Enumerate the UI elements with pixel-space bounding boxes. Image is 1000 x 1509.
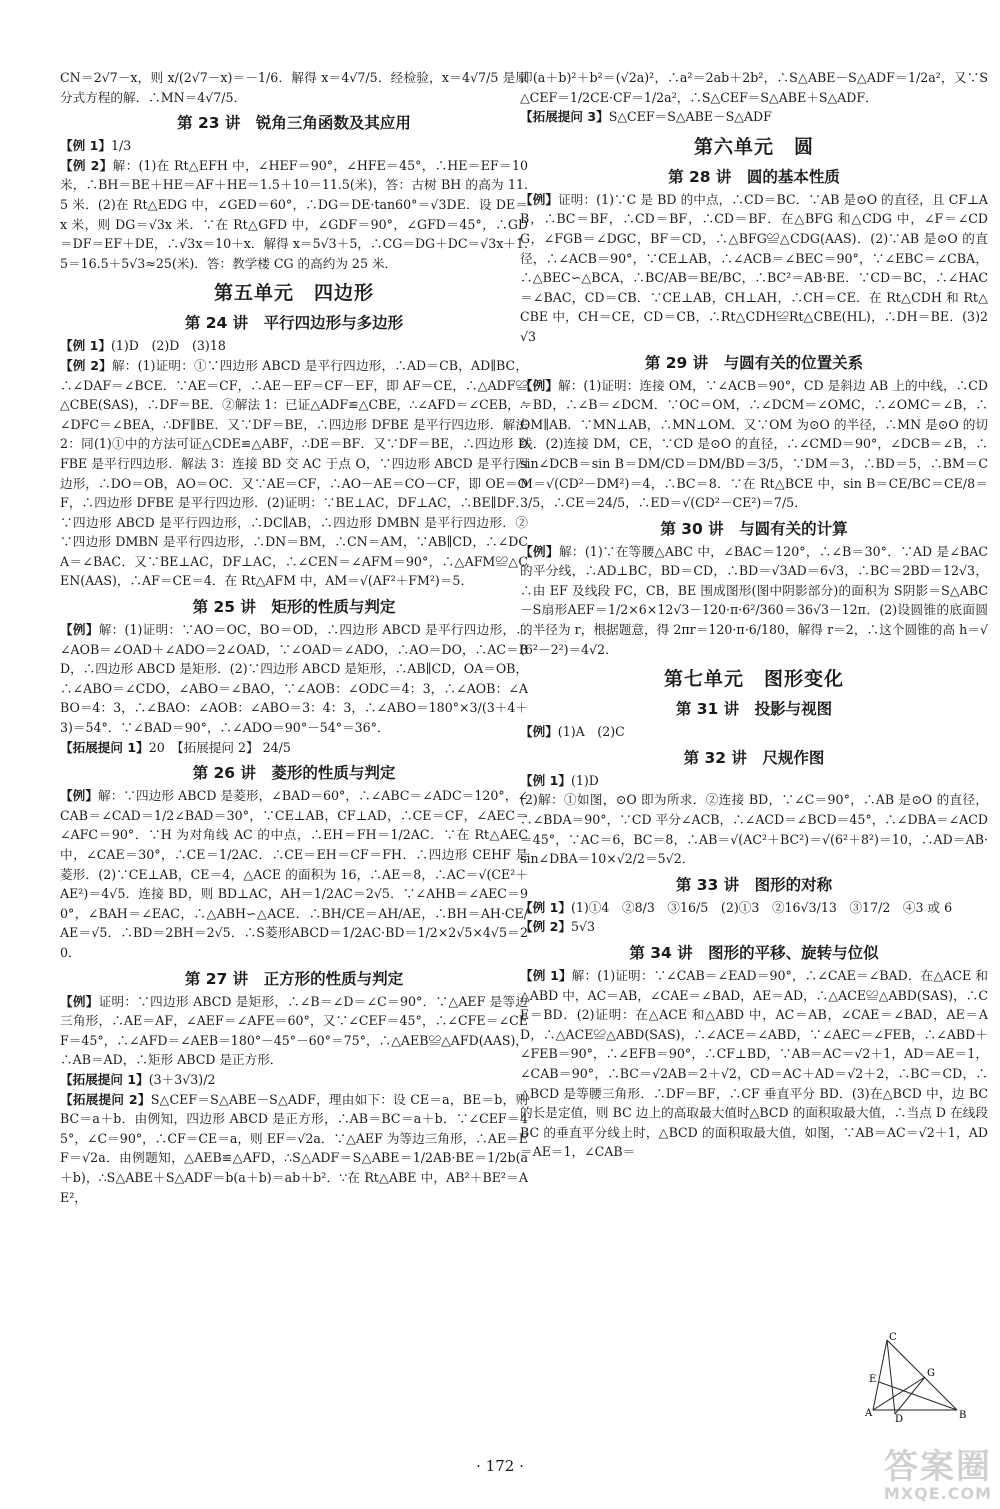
answer-text: 证明：(1)∵C 是 BD 的中点，∴CD＝BC．∵AB 是⊙O 的直径，且 CF⊥AB，∴BC＝BF，∴CD＝BF，∴CD＝BF．在△BFG 和△CDG 中，∠F＝∠CDG，∠FGB＝∠DGC，BF＝CD，∴△BFG≌△CDG(AAS)．(2)∵AB 是⊙O 的直径，∴∠ACB＝90°，∵CE⊥AB，∴∠ACB＝∠BEC＝90°，∵∠EBC＝∠CBA，∴△BEC∽△BCA，∴BC/AB＝BE/BC，∴BC²＝AB·BE．∵CD＝BC，∴∠HAC＝∠BAC，CD＝CB．∵CE⊥AB，CH⊥AH，∴CH＝CE．在 Rt△CDH 和 Rt△CBE 中，CH＝CE，CD＝CB，∴Rt△CDH≌Rt△CBE(HL)，∴DH＝BE．(3)2√3 [520, 191, 989, 344]
lecture-heading: 第 34 讲 图形的平移、旋转与位似 [629, 944, 879, 962]
figure-label-e: E [869, 1374, 877, 1385]
answer-item [520, 917, 988, 937]
answer-item [60, 356, 528, 591]
answer-text: 解：(1)∵在等腰△ABC 中，∠BAC＝120°，∴∠B＝30°．∵AD 是∠BAC 的平分线，∴AD⊥BC，BD＝CD，∴BD＝√3AD＝6√3，∴BC＝2BD＝12√3，∴由 EF 及线段 FC，CB，BE 围成图形(图中阴影部分)的面积为 S阴影＝S△ABC－S扇形AEF＝1/2×6×12√3－120·π·6²/360＝36√3－12π．(2)设圆锥的底面圆的半径为 r，根据题意，得 2πr＝120·π·6/180，解得 r＝2，∴这个圆锥的高 h＝√(6²－2²)＝4√2． [520, 543, 989, 657]
answer-item [520, 722, 988, 742]
answer-text: (2)解：①如图，⊙O 即为所求．②连接 BD，∵∠C＝90°，∴AB 是⊙O 的直径，∴∠BDA＝90°，∵CD 平分∠ACB，∴∠ACD＝∠BCD＝45°，∴∠DBA＝∠ACD＝45°，∵AC＝6，BC＝8，∴AB＝√(AC²＋BC²)＝√(6²＋8²)＝10，∴AD＝AB·sin∠DBA＝10×√2/2＝5√2． [520, 792, 988, 867]
answer-item [60, 1070, 528, 1090]
lecture-heading: 第 26 讲 菱形的性质与判定 [192, 764, 396, 783]
unit-heading: 第六单元 圆 [693, 135, 814, 158]
example-label: 【拓展提问 3】 [520, 109, 609, 125]
answer-item [520, 898, 988, 918]
lecture-heading: 第 33 讲 图形的对称 [675, 875, 833, 894]
answer-item [60, 1090, 528, 1208]
answer-item [60, 992, 528, 1070]
answer-paragraph [520, 790, 988, 868]
answer-item [60, 738, 528, 758]
answer-item [60, 156, 528, 274]
lecture-heading: 第 28 讲 圆的基本性质 [668, 167, 840, 186]
lecture-heading: 第 27 讲 正方形的性质与判定 [184, 969, 404, 988]
example-label: 【例】 [60, 788, 99, 804]
answer-text: 解：∵四边形 ABCD 是菱形，∠BAD＝60°，∴∠ABC＝∠ADC＝120°，∠CAB＝∠CAD＝1/2∠BAD＝30°，∵CE⊥AB，CF⊥AD，∴CE＝CF，∠AEC＝∠AFC＝90°．∵H 为对角线 AC 的中点，∴EH＝FH＝1/2AC．∵在 Rt△AEC 中，∠CAE＝30°，∴CE＝1/2AC．∴CE＝EH＝CF＝FH．∴四边形 CEHF 是菱形．(2)∵CE⊥AB，CE＝4，△ACE 的面积为 16，∴AE＝8，∴AC＝√(CE²＋AE²)＝4√5．连接 BD，则 BD⊥AC，AH＝1/2AC＝2√5．∵∠AHB＝∠AEC＝90°，∠BAH＝∠EAC，∴△ABH∽△ACE．∴BH/CE＝AH/AE，∴BH＝AH·CE/AE＝√5．∴BD＝2BH＝2√5．∴S菱形ABCD＝1/2AC·BD＝1/2×2√5×4√5＝20． [60, 788, 529, 960]
example-label: 【例 2】 [60, 157, 113, 173]
example-label: 【例】 [520, 543, 559, 559]
answer-text: 5√3 [570, 919, 595, 935]
lecture-heading: 第 29 讲 与圆有关的位置关系 [644, 353, 864, 372]
answer-text: (1)D (2)D (3)18 [110, 338, 226, 354]
watermark-url: MXQE.COM [883, 1484, 992, 1503]
example-label: 【例 1】 [60, 338, 111, 354]
answer-item [60, 136, 528, 156]
answer-text: (3＋3√3)/2 [148, 1071, 216, 1087]
lecture-heading: 第 31 讲 投影与视图 [675, 700, 833, 719]
answer-text: S△CEF＝S△ABE－S△ADF [608, 109, 772, 125]
example-label: 【例 1】 [520, 772, 571, 788]
example-label: 【例】 [520, 724, 558, 740]
answer-item [520, 107, 988, 127]
figure-label-b: B [959, 1410, 967, 1421]
answer-text: 1/3 [110, 138, 132, 154]
answer-text: 20 【拓展提问 2】 24/5 [148, 739, 291, 755]
answer-paragraph [520, 68, 988, 107]
answer-item [60, 786, 528, 962]
answer-item [520, 966, 988, 1162]
answer-paragraph [60, 68, 528, 107]
example-label: 【例 2】 [520, 919, 571, 935]
unit-heading: 第五单元 四边形 [213, 282, 374, 305]
answer-text: (1)D [570, 772, 599, 788]
figure-label-d: D [895, 1414, 904, 1422]
answer-text: 解：(1)证明：①∵四边形 ABCD 是平行四边形，∴AD＝CB，AD∥BC，∴∠DAF＝∠BCE．∵AE＝CF，∴AE－EF＝CF－EF，即 AF＝CE，∴△ADF≌△CBE(SAS)，∴DF＝BE．②解法 1：已证△ADF≌△CBE，∴∠AFD＝∠CEB，∴∠DFC＝∠BEA，∴DF∥BE．又∵DF＝BE，∴四边形 DFBE 是平行四边形．解法 2：同(1)①中的方法可证△CDE≌△ABF，∴DE＝BF．又∵DF＝BE，∴四边形 DFBE 是平行四边形．解法 3：连接 BD 交 AC 于点 O，∵四边形 ABCD 是平行四边形，∴DO＝OB，AO＝OC．又∵AE＝CF，∴AO－AE＝CO－CF，即 OE＝OF，∴四边形 DFBE 是平行四边形．(2)证明：∵BE⊥AC，DF⊥AC，∴BE∥DF．∵四边形 ABCD 是平行四边形，∴DC∥AB，∴四边形 DMBN 是平行四边形．②∵四边形 DMBN 是平行四边形，∴DN＝BM，∴CN＝AM，∵AB∥CD，∴∠DCA＝∠BAC．又∵BE⊥AC，DF⊥AC，∴∠CEN＝∠AFM＝90°，∴△AFM≌△CEN(AAS)，∴AF＝CE＝4．在 Rt△AFM 中，AM＝√(AF²＋FM²)＝5． [60, 357, 528, 589]
example-label: 【拓展提问 1】 [60, 739, 149, 755]
lecture-heading: 第 23 讲 锐角三角函数及其应用 [177, 114, 411, 133]
watermark-logo-text: 答案圈 [884, 1447, 992, 1487]
figure-label-g: G [927, 1368, 935, 1379]
example-label: 【拓展提问 2】 [60, 1091, 151, 1107]
answer-item [60, 336, 528, 356]
page-number: · 172 · [476, 1457, 524, 1475]
answer-text: 解：(1)证明：∵AO＝OC，BO＝OD，∴四边形 ABCD 是平行四边形，∴∠AOB＝∠OAD＋∠ADO＝2∠OAD，∵∠OAD＝∠ADO，∴AO＝DO，∴AC＝BD，∴四边形 ABCD 是矩形．(2)∵四边形 ABCD 是矩形，∴AB∥CD，OA＝OB，∴∠ABO＝∠CDO，∠ABO＝∠BAO，∵∠AOB：∠ODC＝4：3，∴∠AOB：∠ABO＝4：3，∴∠BAO：∠AOB：∠ABO＝3：4：3，∴∠ABO＝180°×3/(3＋4＋3)＝54°．∵∠BAD＝90°，∴∠ADO＝90°－54°＝36°． [60, 622, 528, 736]
answer-text: 解：(1)证明：连接 OM，∵∠ACB＝90°，CD 是斜边 AB 上的中线，∴CD＝BD，∴∠B＝∠DCM．∵OC＝OM，∴∠DCM＝∠OMC，∴∠OMC＝∠B，∴OM∥AB．∵MN⊥AB，∴MN⊥OM．又∵OM 为⊙O 的半径，∴MN 是⊙O 的切线．(2)连接 DM，CE，∵CD 是⊙O 的直径，∴∠CMD＝90°，∠DCB＝∠B，∴sin∠DCB＝sin B＝DM/CD＝DM/BD＝3/5，∵DM＝3，∴BD＝5，∴BM＝CM＝√(CD²－DM²)＝4，∴BC＝8．∵在 Rt△BCE 中，sin B＝CE/BC＝CE/8＝3/5，∴CE＝24/5，∴ED＝√(CD²－CE²)＝7/5． [520, 377, 989, 511]
answer-text: S△CEF＝S△ABE－S△ADF，理由如下：设 CE＝a，BE＝b，则 BC＝a＋b．由例知，四边形 ABCD 是正方形，∴AB＝BC＝a＋b．∵∠CEF＝45°，∠C＝90°，∴CF＝CE＝a，则 EF＝√2a．∵△AEF 为等边三角形，∴AE＝EF＝√2a．由例题知，△AEB≌△AFD，∴S△ADF＝S△ABE＝1/2AB·BE＝1/2b(a＋b)，∴S△ABE＋S△ADF＝b(a＋b)＝ab＋b²．∵在 Rt△ABE 中，AB²＋BE²＝AE²， [60, 1091, 528, 1205]
example-label: 【例 1】 [60, 138, 111, 154]
answer-text: 解：(1)证明：∵∠CAB＝∠EAD＝90°，∴∠CAE＝∠BAD．在△ACE 和△ABD 中，AC＝AB，∠CAE＝∠BAD，AE＝AD，∴△ACE≌△ABD(SAS)，∴CE＝BD．(2)证明：在△ACE 和△ABD 中，AC＝AB，∠CAE＝∠BAD，AE＝AD，∴△ACE≌△ABD(SAS)，∴∠ACE＝∠ABD，∵∠AEC＝∠FEB，∴∠ABD＋∠FEB＝90°，∴∠EFB＝90°，∴CF⊥BD，∵AB＝AC＝√2＋1，AD＝AE＝1，∠CAB＝90°，∴BC＝√2AB＝2＋√2，CD＝AC＋AD＝√2＋2，∴BC＝CD，∴△BCD 是等腰三角形．∴DF＝BF，∴CF 垂直平分 BD．(3)在△BCD 中，边 BC 的长是定值，则 BC 边上的高取最大值时△BCD 的面积取最大值，∴当点 D 在线段 BC 的垂直平分线上时，△BCD 的面积取最大值，如图，∵AB＝AC＝√2＋1，AD＝AE＝1，∠CAB＝ [520, 968, 988, 1160]
lecture-heading: 第 25 讲 矩形的性质与判定 [192, 598, 396, 617]
answer-text: (1)A (2)C [557, 724, 625, 740]
answer-item [520, 376, 988, 513]
answer-item [520, 542, 988, 660]
lecture-heading: 第 24 讲 平行四边形与多边形 [184, 314, 404, 333]
geometry-figure [865, 1332, 975, 1422]
example-label: 【例】 [520, 377, 559, 393]
figure-label-c: C [889, 1332, 897, 1343]
left-column [60, 68, 528, 1207]
answer-text: CN＝2√7－x，则 x/(2√7－x)＝－1/6．解得 x＝4√7/5．经检验，x＝4√7/5 是原分式方程的解．∴MN＝4√7/5． [60, 70, 528, 105]
example-label: 【例 1】 [520, 899, 571, 915]
example-label: 【拓展提问 1】 [60, 1071, 149, 1087]
example-label: 【例】 [60, 622, 99, 638]
answer-text: 解：(1)在 Rt△EFH 中，∠HEF＝90°，∠HFE＝45°，∴HE＝EF＝10 米，∴BH＝BE＋HE＝AF＋HE＝1.5＋10＝11.5(米)，答：古树 BH 的高为 11.5 米．(2)在 Rt△EDG 中，∠GED＝60°，∴DG＝DE·tan60°＝√3DE．设 DE＝x 米，则 DG＝√3x 米．∵在 Rt△GFD 中，∠GDF＝90°，∠GFD＝45°，∴GD＝DF＝EF＋DE，∴√3x＝10＋x．解得 x＝5√3＋5，∴CG＝DG＋DC＝√3x＋1.5＝16.5＋5√3≈25(米)．答：教学楼 CG 的高约为 25 米． [60, 157, 529, 271]
lecture-heading: 第 30 讲 与圆有关的计算 [660, 519, 848, 538]
answer-text: 即(a＋b)²＋b²＝(√2a)²，∴a²＝2ab＋2b²，∴S△ABE－S△ADF＝1/2a²，又∵S△CEF＝1/2CE·CF＝1/2a²，∴S△CEF＝S△ABE＋S△ADF． [520, 70, 988, 105]
answer-text: (1)①4 ②8/3 ③16/5 (2)①3 ②16√3/13 ③17/2 ④3 或 6 [570, 899, 953, 915]
answer-item [520, 771, 988, 791]
site-watermark [884, 1449, 992, 1503]
answer-item [520, 190, 988, 347]
example-label: 【例】 [60, 993, 99, 1009]
answer-item [60, 620, 528, 738]
example-label: 【例 1】 [520, 968, 572, 983]
example-label: 【例 2】 [60, 357, 112, 373]
unit-heading: 第七单元 图形变化 [663, 668, 844, 691]
figure-label-a: A [865, 1408, 873, 1419]
right-column [520, 68, 988, 1162]
lecture-heading: 第 32 讲 尺规作图 [683, 748, 825, 767]
example-label: 【例】 [520, 191, 559, 207]
answer-text: 证明：∵四边形 ABCD 是矩形，∴∠B＝∠D＝∠C＝90°．∵△AEF 是等边三角形，∴AE＝AF，∠AEF＝∠AFE＝60°，又∵∠CEF＝45°，∴∠CFE＝∠CEF＝45°，∴∠AFD＝∠AEB＝180°－45°－60°＝75°，∴△AEB≌△AFD(AAS)，∴AB＝AD，∴矩形 ABCD 是正方形． [60, 993, 529, 1068]
